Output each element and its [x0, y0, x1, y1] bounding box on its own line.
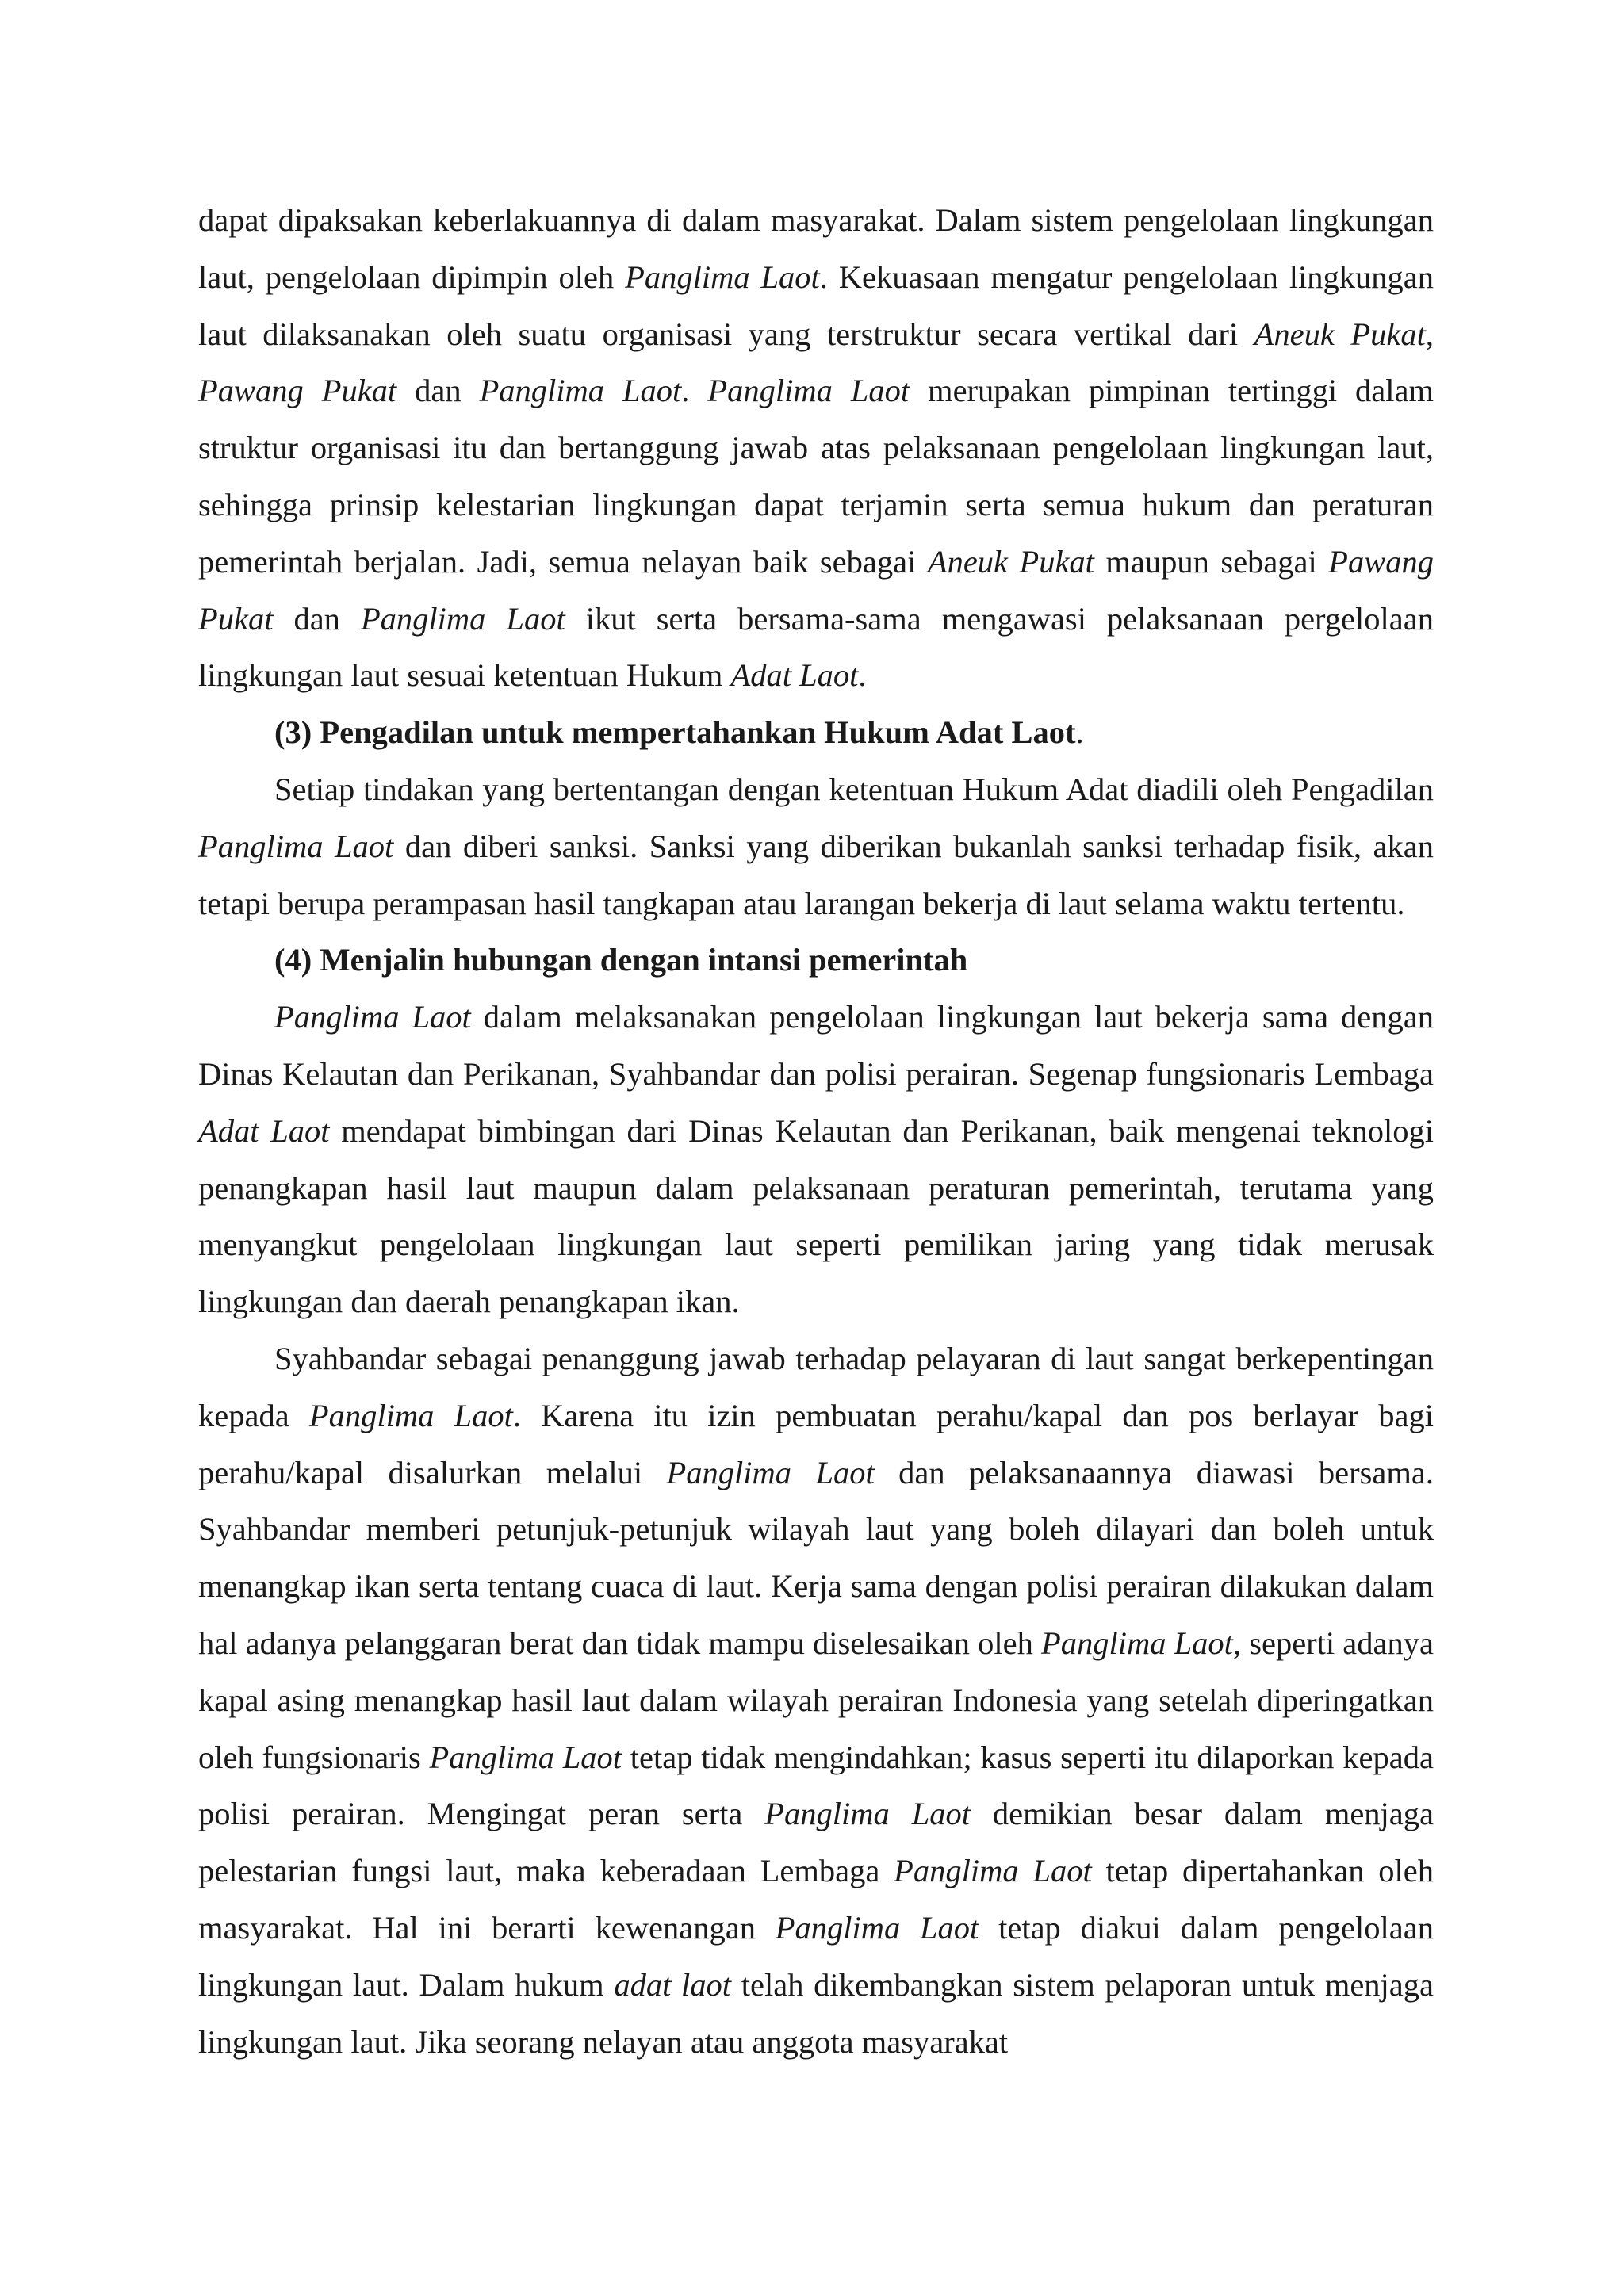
text-run: .: [858, 657, 867, 694]
text-run: demikian besar dalam menjaga pelestarian fungsi laut, maka keberadaan Lembaga: [198, 1796, 1434, 1889]
paragraph-syahbandar: [198, 1330, 1434, 2070]
body-text: [198, 192, 1434, 2070]
italic-term: Panglima Laot: [479, 373, 682, 409]
italic-term: Pawang Pukat: [198, 373, 397, 409]
heading-text: (4) Menjalin hubungan dengan intansi pemerintah: [274, 942, 968, 978]
text-run: dan: [273, 600, 361, 637]
text-run: ikut serta bersama-sama mengawasi pelaksanaan pergelolaan lingkungan laut sesuai ketentuan Hukum: [198, 600, 1434, 694]
text-run: dalam melaksanakan pengelolaan lingkungan laut bekerja sama dengan Dinas Kelautan dan Perikanan, Syahbandar dan polisi perairan. Segenap fungsionaris Lembaga: [198, 999, 1434, 1092]
italic-term: Panglima Laot: [308, 1397, 513, 1433]
text-run: dan diberi sanksi. Sanksi yang diberikan bukanlah sanksi terhadap fisik, akan tetapi berupa perampasan hasil tangkapan atau larangan bekerja di laut selama waktu tertentu.: [198, 828, 1434, 921]
italic-term: Panglima Laot: [198, 828, 394, 864]
text-run: dan: [396, 373, 480, 409]
text-run: mendapat bimbingan dari Dinas Kelautan dan Perikanan, baik mengenai teknologi penangkapan hasil laut maupun dalam pelaksanaan peraturan pemerintah, terutama yang menyangkut pengelolaan lingkungan laut seperti pemilikan jaring yang tidak merusak lingkungan dan daerah penangkapan ikan.: [198, 1112, 1434, 1320]
paragraph-pengadilan: [198, 761, 1434, 932]
heading-text: (3) Pengadilan untuk mempertahankan Hukum Adat Laot: [274, 714, 1076, 751]
italic-term: Panglima Laot: [707, 373, 910, 409]
text-run: Syahbandar sebagai penanggung jawab terhadap pelayaran di laut sangat berkepentingan kepada: [198, 1340, 1434, 1433]
text-run: , seperti adanya kapal asing menangkap hasil laut dalam wilayah perairan Indonesia yang setelah diperingatkan oleh fungsionaris: [198, 1624, 1434, 1775]
text-run: dan pelaksanaannya diawasi bersama. Syahbandar memberi petunjuk-petunjuk wilayah laut yang boleh dilayari dan boleh untuk menangkap ikan serta tentang cuaca di laut. Kerja sama dengan polisi perairan dilakukan dalam hal adanya pelanggaran berat dan tidak mampu diselesaikan oleh: [198, 1454, 1434, 1661]
text-run: . Kekuasaan mengatur pengelolaan lingkungan laut dilaksanakan oleh suatu organisasi yang terstruktur secara vertikal dari: [198, 258, 1434, 352]
italic-term: Adat Laot: [198, 1112, 330, 1149]
italic-term: Panglima Laot: [360, 600, 565, 637]
italic-term: Panglima Laot: [429, 1739, 622, 1775]
italic-term: Panglima Laot: [764, 1796, 971, 1832]
italic-term: Panglima Laot: [1040, 1624, 1233, 1661]
text-run: ,: [1425, 316, 1434, 352]
text-run: maupun sebagai: [1094, 543, 1329, 580]
italic-term: Panglima Laot: [625, 258, 820, 295]
paragraph-continuation: [198, 192, 1434, 704]
italic-term: Panglima Laot: [666, 1454, 875, 1490]
paragraph-instansi: [198, 989, 1434, 1330]
section-heading-4: [198, 932, 1434, 989]
italic-term: Panglima Laot: [274, 999, 471, 1035]
italic-term: Pawang Pukat: [198, 543, 1434, 637]
text-run: .: [681, 373, 708, 409]
italic-term: Aneuk Pukat: [927, 543, 1094, 580]
italic-term: Panglima Laot: [894, 1853, 1092, 1889]
text-run: tetap dipertahankan oleh masyarakat. Hal ini berarti kewenangan: [198, 1853, 1434, 1946]
italic-term: Panglima Laot: [775, 1909, 979, 1946]
text-run: Setiap tindakan yang bertentangan dengan ketentuan Hukum Adat diadili oleh Pengadilan: [274, 771, 1434, 807]
section-heading-3: [198, 704, 1434, 761]
text-run: tetap diakui dalam pengelolaan lingkungan laut. Dalam hukum: [198, 1909, 1434, 2003]
italic-term: Aneuk Pukat: [1254, 316, 1426, 352]
text-run: merupakan pimpinan tertinggi dalam struktur organisasi itu dan bertanggung jawab atas pelaksanaan pengelolaan lingkungan laut, sehingga prinsip kelestarian lingkungan dapat terjamin serta semua hukum dan peraturan pemerintah berjalan. Jadi, semua nelayan baik sebagai: [198, 373, 1434, 580]
text-run: dapat dipaksakan keberlakuannya di dalam masyarakat. Dalam sistem pengelolaan lingkungan laut, pengelolaan dipimpin oleh: [198, 202, 1434, 295]
text-run: . Karena itu izin pembuatan perahu/kapal dan pos berlayar bagi perahu/kapal disalurkan melalui: [198, 1397, 1434, 1490]
text-run: telah dikembangkan sistem pelaporan untuk menjaga lingkungan laut. Jika seorang nelayan atau anggota masyarakat: [198, 1966, 1434, 2060]
italic-term: Adat Laot: [730, 657, 859, 694]
text-run: tetap tidak mengindahkan; kasus seperti itu dilaporkan kepada polisi perairan. Mengingat peran serta: [198, 1739, 1434, 1832]
heading-period: .: [1075, 714, 1084, 751]
italic-term: adat laot: [614, 1966, 732, 2003]
